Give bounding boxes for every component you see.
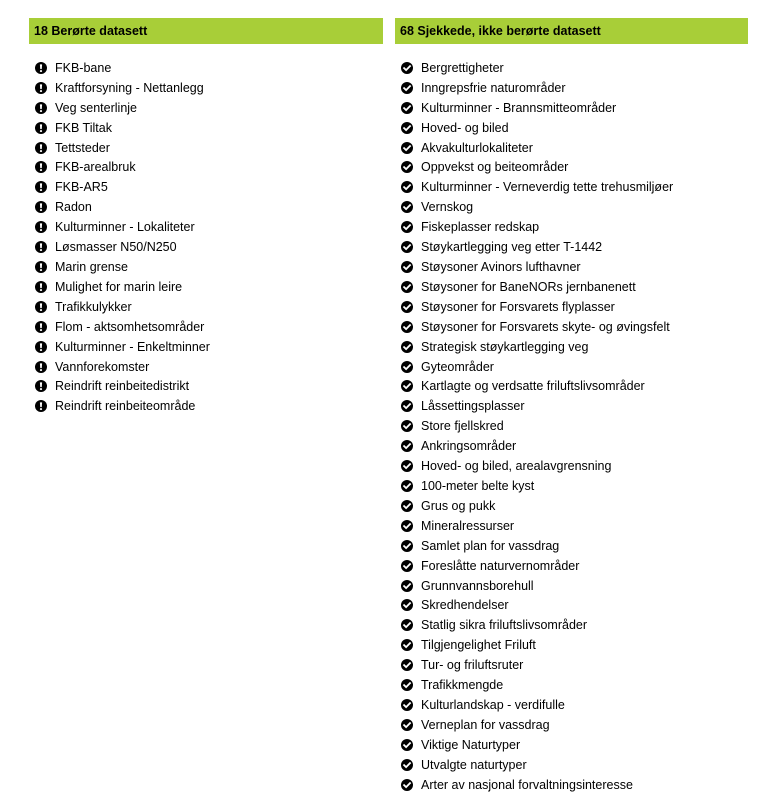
check-circle-icon (401, 380, 413, 392)
list-item (29, 357, 383, 377)
check-circle-icon (401, 520, 413, 532)
list-item (395, 715, 748, 735)
list-item (29, 217, 383, 237)
list-item-label: Statlig sikra friluftslivsområder (421, 618, 588, 633)
check-circle-icon (401, 261, 413, 273)
list-item (29, 257, 383, 277)
list-item-label: Verneplan for vassdrag (421, 717, 550, 732)
list-item (29, 197, 383, 217)
exclamation-circle-icon (35, 201, 47, 213)
list-item (395, 576, 748, 596)
check-circle-icon (401, 739, 413, 751)
list-item (29, 177, 383, 197)
check-circle-icon (401, 580, 413, 592)
exclamation-circle-icon (35, 161, 47, 173)
list-item (395, 655, 748, 675)
exclamation-circle-icon (35, 380, 47, 392)
check-circle-icon (401, 82, 413, 94)
list-item (395, 58, 748, 78)
list-item-label: FKB-bane (55, 60, 112, 75)
list-item (29, 237, 383, 257)
list-item (395, 177, 748, 197)
check-circle-icon (401, 659, 413, 671)
check-circle-icon (401, 181, 413, 193)
list-item (29, 396, 383, 416)
check-circle-icon (401, 241, 413, 253)
list-item (395, 257, 748, 277)
list-item-label: Tur- og friluftsruter (421, 658, 524, 673)
list-item-label: FKB-arealbruk (55, 160, 136, 175)
affected-datasets-list (29, 58, 383, 416)
list-item (29, 377, 383, 397)
exclamation-circle-icon (35, 361, 47, 373)
check-circle-icon (401, 142, 413, 154)
list-item (29, 277, 383, 297)
list-item-label: Grus og pukk (421, 498, 496, 513)
list-item-label: Kulturminner - Brannsmitteområder (421, 100, 617, 115)
list-item (395, 436, 748, 456)
list-item-label: Samlet plan for vassdrag (421, 538, 560, 553)
list-item-label: Mineralressurser (421, 518, 515, 533)
check-circle-icon (401, 62, 413, 74)
list-item (395, 197, 748, 217)
list-item-label: Støysoner for BaneNORs jernbanenett (421, 279, 636, 294)
list-item (395, 755, 748, 775)
list-item (395, 396, 748, 416)
list-item-label: Vernskog (421, 200, 474, 215)
list-item-label: Bergrettigheter (421, 60, 504, 75)
list-item-label: Veg senterlinje (55, 100, 138, 115)
exclamation-circle-icon (35, 261, 47, 273)
list-item-label: Strategisk støykartlegging veg (421, 339, 589, 354)
exclamation-circle-icon (35, 281, 47, 293)
list-item (395, 237, 748, 257)
list-item (29, 317, 383, 337)
exclamation-circle-icon (35, 341, 47, 353)
check-circle-icon (401, 560, 413, 572)
exclamation-circle-icon (35, 62, 47, 74)
check-circle-icon (401, 619, 413, 631)
check-circle-icon (401, 221, 413, 233)
list-item-label: Låssettingsplasser (421, 399, 525, 414)
list-item-label: Foreslåtte naturvernområder (421, 558, 580, 573)
list-item (29, 58, 383, 78)
list-item-label: Utvalgte naturtyper (421, 757, 527, 772)
check-circle-icon (401, 301, 413, 313)
exclamation-circle-icon (35, 142, 47, 154)
list-item-label: Støysoner for Forsvarets skyte- og øvingsfelt (421, 319, 670, 334)
affected-datasets-column (29, 18, 383, 416)
check-circle-icon (401, 122, 413, 134)
list-item (395, 377, 748, 397)
check-circle-icon (401, 500, 413, 512)
exclamation-circle-icon (35, 181, 47, 193)
check-circle-icon (401, 779, 413, 791)
check-circle-icon (401, 480, 413, 492)
list-item-label: Trafikkmengde (421, 678, 504, 693)
list-item-label: Kulturminner - Verneverdig tette trehusmiljøer (421, 180, 674, 195)
exclamation-circle-icon (35, 102, 47, 114)
list-item (29, 337, 383, 357)
list-item-label: Arter av nasjonal forvaltningsinteresse (421, 777, 633, 792)
check-circle-icon (401, 281, 413, 293)
list-item (395, 775, 748, 795)
list-item-label: Akvakulturlokaliteter (421, 140, 533, 155)
list-item-label: FKB Tiltak (55, 120, 112, 135)
list-item (395, 735, 748, 755)
list-item-label: Skredhendelser (421, 598, 509, 613)
list-item-label: Oppvekst og beiteområder (421, 160, 569, 175)
list-item-label: 100-meter belte kyst (421, 478, 535, 493)
check-circle-icon (401, 420, 413, 432)
list-item (395, 635, 748, 655)
exclamation-circle-icon (35, 122, 47, 134)
check-circle-icon (401, 361, 413, 373)
exclamation-circle-icon (35, 301, 47, 313)
check-circle-icon (401, 699, 413, 711)
list-item-label: Tilgjengelighet Friluft (421, 638, 536, 653)
affected-datasets-header: 18 Berørte datasett (29, 18, 383, 44)
list-item (395, 516, 748, 536)
list-item-label: Kraftforsyning - Nettanlegg (55, 80, 204, 95)
check-circle-icon (401, 201, 413, 213)
list-item-label: Gyteområder (421, 359, 494, 374)
list-item (395, 138, 748, 158)
list-item-label: FKB-AR5 (55, 180, 108, 195)
list-item-label: Ankringsområder (421, 439, 517, 454)
list-item (29, 297, 383, 317)
exclamation-circle-icon (35, 82, 47, 94)
list-item-label: Fiskeplasser redskap (421, 220, 540, 235)
check-circle-icon (401, 341, 413, 353)
check-circle-icon (401, 400, 413, 412)
list-item-label: Radon (55, 200, 92, 215)
list-item-label: Grunnvannsborehull (421, 578, 534, 593)
list-item-label: Store fjellskred (421, 419, 504, 434)
list-item-label: Reindrift reinbeiteområde (55, 399, 196, 414)
list-item (395, 416, 748, 436)
list-item-label: Marin grense (55, 260, 128, 275)
checked-datasets-column (395, 18, 748, 795)
check-circle-icon (401, 161, 413, 173)
list-item (395, 158, 748, 178)
exclamation-circle-icon (35, 321, 47, 333)
list-item-label: Inngrepsfrie naturområder (421, 80, 566, 95)
list-item-label: Løsmasser N50/N250 (55, 240, 177, 255)
list-item (29, 138, 383, 158)
check-circle-icon (401, 460, 413, 472)
list-item (29, 78, 383, 98)
list-item-label: Vannforekomster (55, 359, 150, 374)
exclamation-circle-icon (35, 241, 47, 253)
list-item (395, 98, 748, 118)
checked-datasets-header: 68 Sjekkede, ikke berørte datasett (395, 18, 748, 44)
list-item-label: Hoved- og biled, arealavgrensning (421, 459, 612, 474)
check-circle-icon (401, 719, 413, 731)
list-item-label: Kartlagte og verdsatte friluftslivsområder (421, 379, 645, 394)
list-item-label: Kulturlandskap - verdifulle (421, 697, 565, 712)
check-circle-icon (401, 102, 413, 114)
list-item (29, 118, 383, 138)
list-item-label: Viktige Naturtyper (421, 737, 521, 752)
list-item (29, 98, 383, 118)
list-item (395, 675, 748, 695)
list-item (395, 78, 748, 98)
list-item (395, 536, 748, 556)
exclamation-circle-icon (35, 221, 47, 233)
check-circle-icon (401, 639, 413, 651)
list-item (395, 556, 748, 576)
list-item-label: Kulturminner - Lokaliteter (55, 220, 195, 235)
check-circle-icon (401, 759, 413, 771)
exclamation-circle-icon (35, 400, 47, 412)
checked-datasets-list (395, 58, 748, 795)
list-item (395, 337, 748, 357)
list-item (395, 456, 748, 476)
list-item-label: Tettsteder (55, 140, 110, 155)
check-circle-icon (401, 440, 413, 452)
list-item (395, 357, 748, 377)
list-item (395, 595, 748, 615)
list-item-label: Mulighet for marin leire (55, 279, 183, 294)
check-circle-icon (401, 540, 413, 552)
check-circle-icon (401, 599, 413, 611)
list-item (395, 297, 748, 317)
list-item-label: Kulturminner - Enkeltminner (55, 339, 210, 354)
list-item (395, 277, 748, 297)
list-item-label: Trafikkulykker (55, 299, 132, 314)
list-item-label: Støysoner for Forsvarets flyplasser (421, 299, 615, 314)
list-item (395, 476, 748, 496)
list-item-label: Støysoner Avinors lufthavner (421, 260, 581, 275)
list-item-label: Reindrift reinbeitedistrikt (55, 379, 190, 394)
list-item (395, 317, 748, 337)
check-circle-icon (401, 321, 413, 333)
list-item-label: Hoved- og biled (421, 120, 509, 135)
list-item (395, 695, 748, 715)
list-item-label: Støykartlegging veg etter T-1442 (421, 240, 603, 255)
list-item (395, 217, 748, 237)
list-item (395, 496, 748, 516)
list-item (395, 118, 748, 138)
list-item-label: Flom - aktsomhetsområder (55, 319, 205, 334)
list-item (395, 615, 748, 635)
check-circle-icon (401, 679, 413, 691)
list-item (29, 158, 383, 178)
